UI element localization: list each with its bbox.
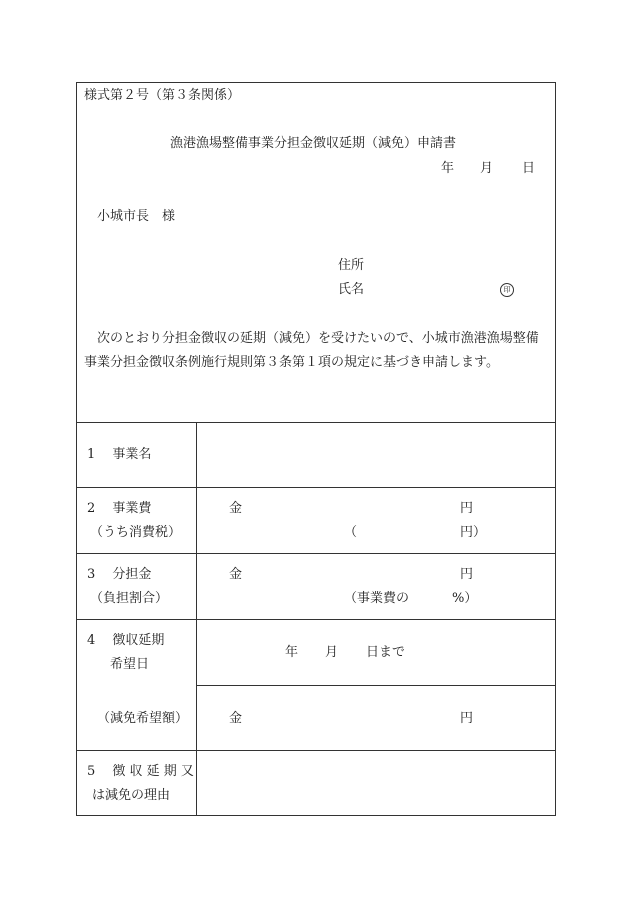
ratio-suffix: %） (452, 591, 478, 606)
tax-yen-close: 円） (460, 525, 487, 540)
row-divider-4-inner (196, 685, 556, 686)
project-cost-kin: 金 (229, 501, 243, 516)
exemption-yen: 円 (460, 711, 474, 726)
date-month-label: 月 (480, 161, 494, 176)
form-title: 漁港漁場整備事業分担金徴収延期（減免）申請書 (170, 136, 457, 151)
ratio-prefix: （事業費の (344, 591, 410, 606)
project-cost-label: 2 事業費 (87, 501, 152, 516)
deferral-month-label: 月 (325, 645, 339, 660)
body-text-line-1: 次のとおり分担金徴収の延期（減免）を受けたいので、小城市漁港漁場整備 (97, 331, 539, 346)
contribution-kin: 金 (229, 567, 243, 582)
consumption-tax-label: （うち消費税） (90, 525, 182, 540)
project-cost-yen: 円 (460, 501, 474, 516)
form-number: 様式第２号（第３条関係） (84, 88, 241, 103)
seal-mark: 印 (500, 283, 514, 297)
row-divider-2 (76, 553, 556, 554)
address-label: 住所 (338, 258, 365, 273)
exemption-kin: 金 (229, 711, 243, 726)
contribution-label: 3 分担金 (87, 567, 152, 582)
tax-paren-open: （ (344, 525, 358, 540)
row-divider-3 (76, 619, 556, 620)
reason-label: 5 徴 収 延 期 又 (87, 764, 194, 779)
project-name-label: 1 事業名 (87, 447, 152, 462)
table-top-border (76, 422, 556, 423)
contribution-yen: 円 (460, 567, 474, 582)
burden-ratio-label: （負担割合） (90, 591, 169, 606)
deferral-year-label: 年 (285, 645, 299, 660)
exemption-amount-label: （減免希望額） (97, 711, 189, 726)
reason-label-2: は減免の理由 (92, 788, 171, 803)
row-divider-5 (76, 750, 556, 751)
row-divider-1 (76, 487, 556, 488)
deferral-label: 4 徴収延期 (87, 633, 165, 648)
body-text-line-2: 事業分担金徴収条例施行規則第３条第１項の規定に基づき申請します。 (84, 355, 499, 370)
deferral-day-label: 日まで (366, 645, 406, 660)
deferral-date-label: 希望日 (110, 657, 150, 672)
addressee: 小城市長 様 (97, 209, 176, 224)
date-year-label: 年 (441, 161, 455, 176)
date-day-label: 日 (522, 161, 536, 176)
name-label: 氏名 (338, 282, 365, 297)
